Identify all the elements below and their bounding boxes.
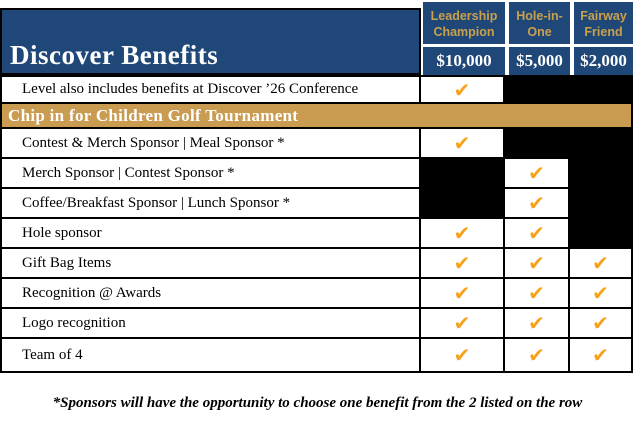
check-icon: ✔ [453,281,471,305]
tier-cell [570,77,631,102]
tier-cell [505,129,570,157]
tier-header-fairway-friend [574,2,633,75]
tier-cell [505,309,570,337]
check-icon: ✔ [528,191,545,215]
tier-cell [570,159,631,187]
section-label: Chip in for Children Golf Tournament [8,105,299,125]
page-title: Discover Benefits [10,40,219,70]
table-row [2,77,631,104]
check-icon: ✔ [453,311,471,335]
check-icon: ✔ [453,77,471,102]
page-title-panel [0,8,421,75]
tier-cell [570,339,631,371]
tier-cell [570,189,631,217]
tier-header-hole-in-one [509,2,570,75]
tier-cell [421,77,505,102]
tier-cell [505,249,570,277]
table-row [2,219,631,249]
benefit-label: Team of 4 [2,339,421,371]
check-icon: ✔ [453,343,471,367]
tier-price: $10,000 [423,44,505,75]
tier-cell [570,129,631,157]
check-icon: ✔ [528,161,545,185]
check-icon: ✔ [453,221,471,245]
tier-cell [421,219,505,247]
table-row [2,339,631,371]
tier-price: $5,000 [509,44,570,75]
benefit-label: Recognition @ Awards [2,279,421,307]
benefit-label: Coffee/Breakfast Sponsor | Lunch Sponsor * [2,189,421,217]
benefit-label: Logo recognition [2,309,421,337]
table-row [2,129,631,159]
check-icon: ✔ [453,131,471,155]
tier-cell [421,189,505,217]
benefit-label: Gift Bag Items [2,249,421,277]
table-header [0,0,635,75]
check-icon: ✔ [592,343,609,367]
table-row [2,249,631,279]
tier-cell [505,219,570,247]
tier-cell [505,339,570,371]
tier-cell [421,279,505,307]
tier-price: $2,000 [574,44,633,75]
check-icon: ✔ [528,251,545,275]
check-icon: ✔ [528,281,545,305]
benefit-label: Merch Sponsor | Contest Sponsor * [2,159,421,187]
section-header [2,104,631,129]
tier-header-leadership-champion [423,2,505,75]
tier-cell [421,339,505,371]
check-icon: ✔ [528,311,545,335]
tier-cell [505,189,570,217]
tier-cell [505,77,570,102]
table-row [2,279,631,309]
tier-cell [505,279,570,307]
tier-cell [570,309,631,337]
tier-cell [421,129,505,157]
footnote: *Sponsors will have the opportunity to choose one benefit from the 2 listed on the row [52,395,583,411]
tier-cell [505,159,570,187]
tier-label: Hole-in-One [516,8,563,39]
table-row [2,309,631,339]
table-body [0,75,633,373]
check-icon: ✔ [592,251,609,275]
check-icon: ✔ [453,251,471,275]
tier-cell [570,249,631,277]
table-row [2,189,631,219]
table-row [2,159,631,189]
benefit-label: Contest & Merch Sponsor | Meal Sponsor * [2,129,421,157]
tier-label: Leadership Champion [430,8,498,39]
check-icon: ✔ [528,343,545,367]
check-icon: ✔ [592,311,609,335]
check-icon: ✔ [528,221,545,245]
tier-cell [570,219,631,247]
benefit-label: Level also includes benefits at Discover ’26 Conference [2,77,421,102]
tier-cell [421,249,505,277]
tier-label: Fairway Friend [580,8,627,39]
tier-cell [570,279,631,307]
benefit-label: Hole sponsor [2,219,421,247]
check-icon: ✔ [592,281,609,305]
tier-cell [421,159,505,187]
tier-cell [421,309,505,337]
